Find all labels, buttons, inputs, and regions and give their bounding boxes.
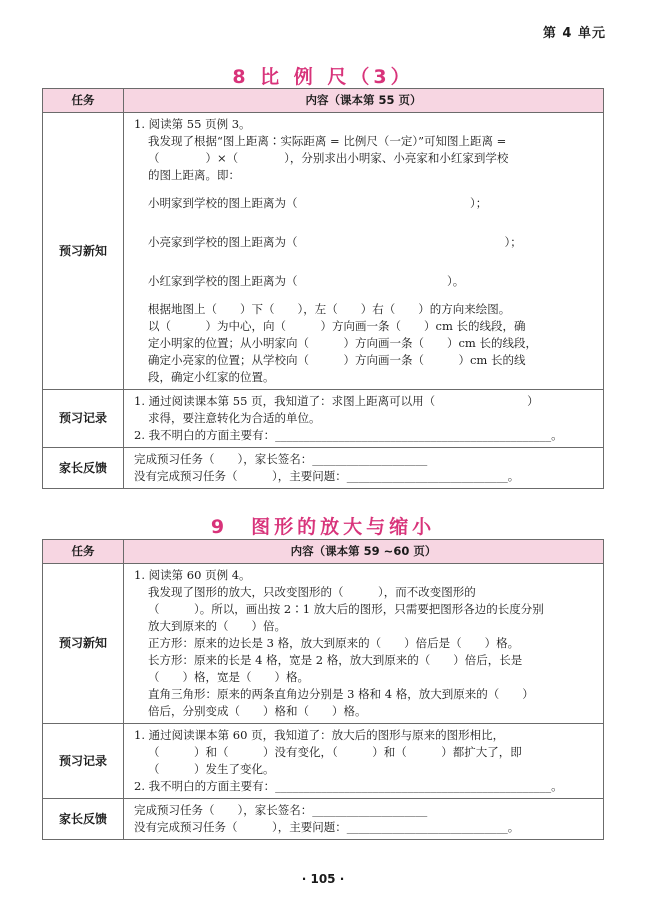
text-line: 正方形：原来的边长是 3 格，放大到原来的（ ）倍后是（ ）格。 <box>148 636 520 650</box>
text-line: 完成预习任务（ ），家长签名：____________________ <box>134 803 428 817</box>
text-line: 长方形：原来的长是 4 格，宽是 2 格，放大到原来的（ ）倍后，长是 <box>148 653 523 667</box>
spacer <box>134 290 595 301</box>
text-line: 1. 通过阅读课本第 55 页，我知道了：求图上距离可以用（ ） <box>134 394 539 408</box>
row-parent-feedback <box>43 448 604 489</box>
text-line: 根据地图上（ ）下（ ），左（ ）右（ ）的方向来绘图。 <box>148 302 511 316</box>
text-line: 求得，要注意转化为合适的单位。 <box>148 411 321 425</box>
lesson-title-enlarge-shrink: 9 图形的放大与缩小 <box>210 516 436 538</box>
content-column-header: 内容（课本第 59 ~60 页） <box>124 540 604 564</box>
row-content <box>124 564 604 724</box>
task-column-header: 任务 <box>43 89 124 113</box>
preview-table-enlarge-shrink <box>42 539 604 840</box>
text-line: 我发现了图形的放大，只改变图形的（ ），而不改变图形的 <box>148 585 476 599</box>
row-content <box>124 390 604 448</box>
unit-header: 第 4 单元 <box>542 26 606 41</box>
text-line: 确定小亮家的位置；从学校向（ ）方向画一条（ ）cm 长的线 <box>148 353 526 367</box>
text-line: （ ）×（ ），分别求出小明家、小亮家和小红家到学校 <box>148 151 509 165</box>
spacer <box>134 212 595 223</box>
text-line: 定小明家的位置；从小明家向（ ）方向画一条（ ）cm 长的线段， <box>148 336 537 350</box>
text-line: 2. 我不明白的方面主要有：________________________________________________。 <box>134 428 563 442</box>
text-line: 段，确定小红家的位置。 <box>148 370 275 384</box>
lesson-title-scale: 8 比 例 尺（3） <box>232 66 414 88</box>
text-line: 1. 阅读第 55 页例 3。 <box>134 117 251 131</box>
row-preview-new-knowledge <box>43 113 604 390</box>
text-line: 以（ ）为中心，向（ ）方向画一条（ ）cm 长的线段，确 <box>148 319 526 333</box>
text-line: （ ）发生了变化。 <box>148 762 275 776</box>
text-line: 直角三角形：原来的两条直角边分别是 3 格和 4 格，放大到原来的（ ） <box>148 687 534 701</box>
text-line: 的图上距离。即： <box>148 168 240 182</box>
text-line: 完成预习任务（ ），家长签名：____________________ <box>134 452 428 466</box>
row-content <box>124 113 604 390</box>
page-number: · 105 · <box>301 872 345 886</box>
spacer <box>134 223 595 234</box>
text-line: 没有完成预习任务（ ），主要问题：____________________________。 <box>134 469 520 483</box>
text-line: 我发现了根据“图上距离∶实际距离 = 比例尺（一定）”可知图上距离 = <box>148 134 507 148</box>
text-line: 放大到原来的（ ）倍。 <box>148 619 286 633</box>
row-label: 家长反馈 <box>43 799 124 840</box>
table-header-row <box>43 89 604 113</box>
row-parent-feedback <box>43 799 604 840</box>
row-label: 预习记录 <box>43 390 124 448</box>
text-line: 1. 阅读第 60 页例 4。 <box>134 568 251 582</box>
row-content <box>124 448 604 489</box>
row-label: 家长反馈 <box>43 448 124 489</box>
row-preview-record <box>43 390 604 448</box>
row-preview-record <box>43 724 604 799</box>
text-line: （ ）和（ ）没有变化，（ ）和（ ）都扩大了，即 <box>148 745 522 759</box>
row-label: 预习记录 <box>43 724 124 799</box>
text-line: 2. 我不明白的方面主要有：________________________________________________。 <box>134 779 563 793</box>
task-column-header: 任务 <box>43 540 124 564</box>
preview-table-scale <box>42 88 604 489</box>
table-header-row <box>43 540 604 564</box>
spacer <box>134 184 595 195</box>
row-label: 预习新知 <box>43 113 124 390</box>
text-line: （ ）格，宽是（ ）格。 <box>148 670 309 684</box>
row-content <box>124 799 604 840</box>
content-column-header: 内容（课本第 55 页） <box>124 89 604 113</box>
row-preview-new-knowledge <box>43 564 604 724</box>
row-content <box>124 724 604 799</box>
fill-line-xiaohong: 小红家到学校的图上距离为（ ）。 <box>148 274 465 288</box>
text-line: 没有完成预习任务（ ），主要问题：____________________________。 <box>134 820 520 834</box>
text-line: （ ）。所以，画出按 2∶1 放大后的图形，只需要把图形各边的长度分别 <box>148 602 544 616</box>
text-line: 倍后，分别变成（ ）格和（ ）格。 <box>148 704 367 718</box>
spacer <box>134 262 595 273</box>
fill-line-xiaoliang: 小亮家到学校的图上距离为（ ）； <box>148 235 522 249</box>
text-line: 1. 通过阅读课本第 60 页，我知道了：放大后的图形与原来的图形相比， <box>134 728 505 742</box>
row-label: 预习新知 <box>43 564 124 724</box>
fill-line-xiaoming: 小明家到学校的图上距离为（ ）； <box>148 196 488 210</box>
spacer <box>134 251 595 262</box>
